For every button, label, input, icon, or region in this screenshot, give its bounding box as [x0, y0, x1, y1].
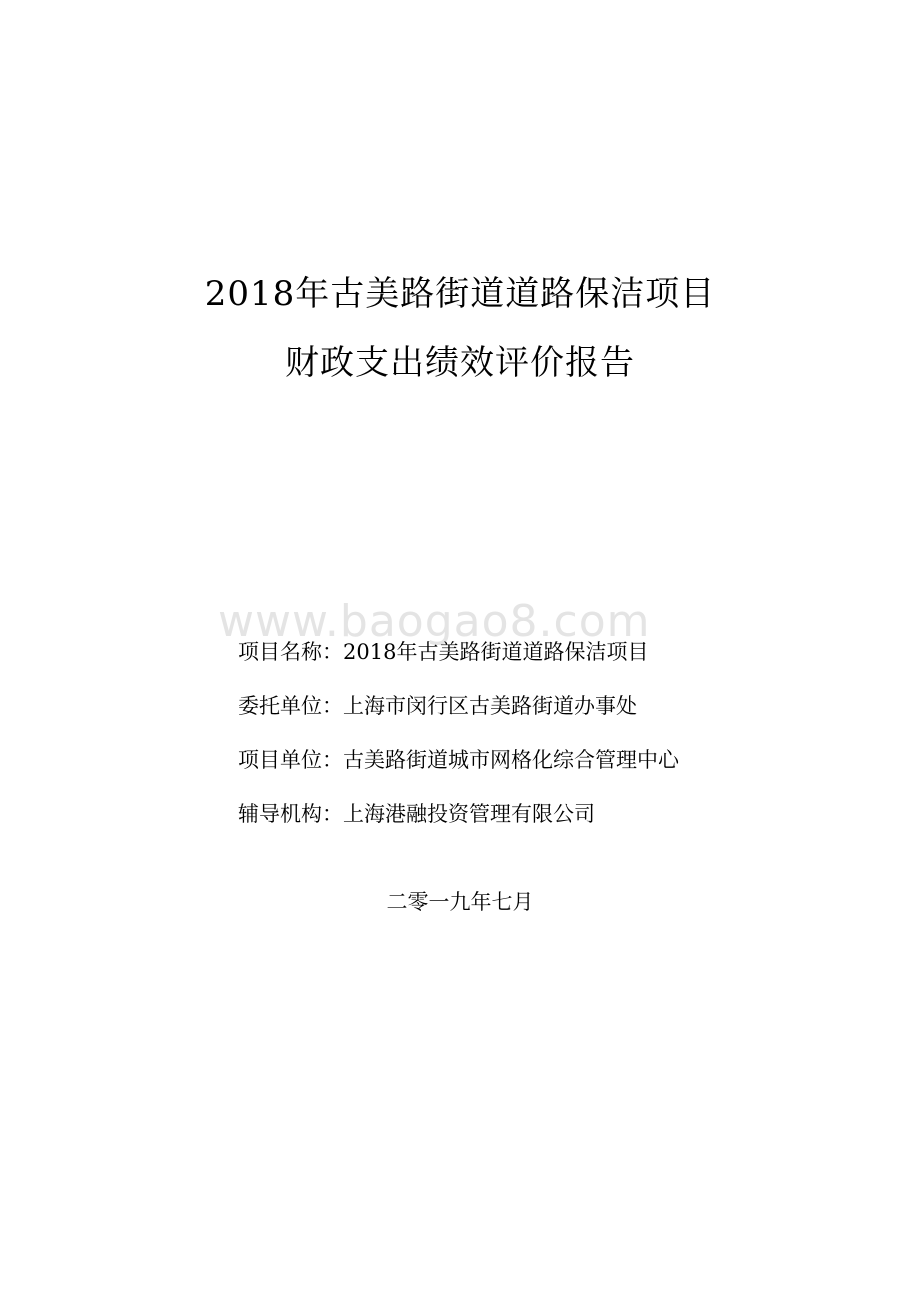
project-name-label: 项目名称： — [238, 640, 343, 664]
advisory-agency-label: 辅导机构： — [238, 802, 343, 826]
project-unit-value: 古美路街道城市网格化综合管理中心 — [343, 748, 679, 772]
report-title-line-2: 财政支出绩效评价报告 — [285, 343, 635, 383]
project-name-row — [238, 636, 648, 666]
commissioning-unit-label: 委托单位： — [238, 694, 343, 718]
commissioning-unit-row — [238, 690, 637, 720]
project-name-value: 2018年古美路街道道路保洁项目 — [343, 640, 649, 664]
report-date: 二零一九年七月 — [386, 890, 534, 914]
project-unit-row — [238, 744, 679, 774]
commissioning-unit-value: 上海市闵行区古美路街道办事处 — [343, 694, 637, 718]
report-title-line-1: 2018年古美路街道道路保洁项目 — [204, 274, 716, 314]
watermark: www.baogao8.com — [218, 596, 651, 647]
advisory-agency-value: 上海港融投资管理有限公司 — [343, 802, 595, 826]
project-unit-label: 项目单位： — [238, 748, 343, 772]
advisory-agency-row — [238, 798, 595, 828]
